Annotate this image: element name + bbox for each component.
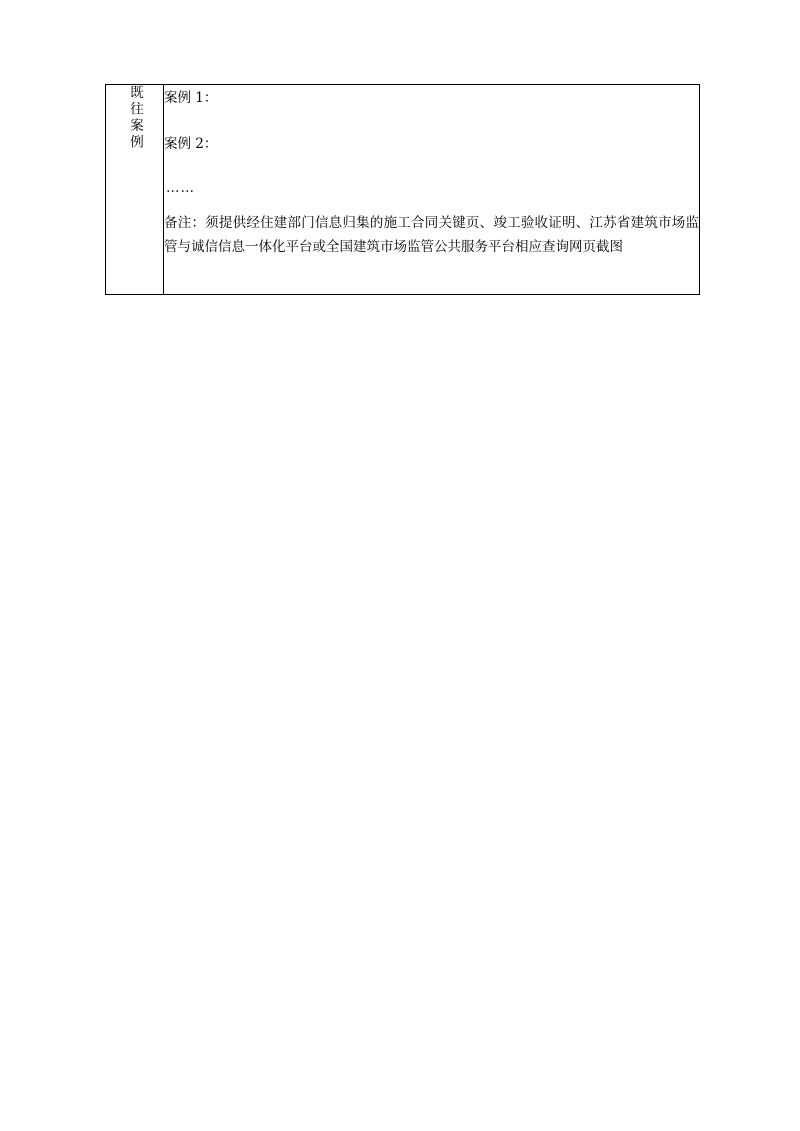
case-spacer-2 xyxy=(164,158,699,172)
case-spacer-1 xyxy=(164,113,699,131)
case-entry-2: 案例 2： xyxy=(164,135,218,152)
note-text: 备注：须提供经住建部门信息归集的施工合同关键页、竣工验收证明、江苏省建筑市场监管与诚信信息一体化平台或全国建筑市场监管公共服务平台相应查询网页截图 xyxy=(164,215,699,256)
bottom-spacer xyxy=(164,260,699,294)
past-cases-table xyxy=(105,84,700,295)
ellipsis-text: …… xyxy=(166,180,195,197)
row-label-cell xyxy=(106,85,164,295)
row-content-cell xyxy=(164,85,700,295)
row-label-text: 既往案例 xyxy=(126,85,143,151)
case-entry-1: 案例 1： xyxy=(164,90,218,106)
table-row xyxy=(106,85,700,295)
